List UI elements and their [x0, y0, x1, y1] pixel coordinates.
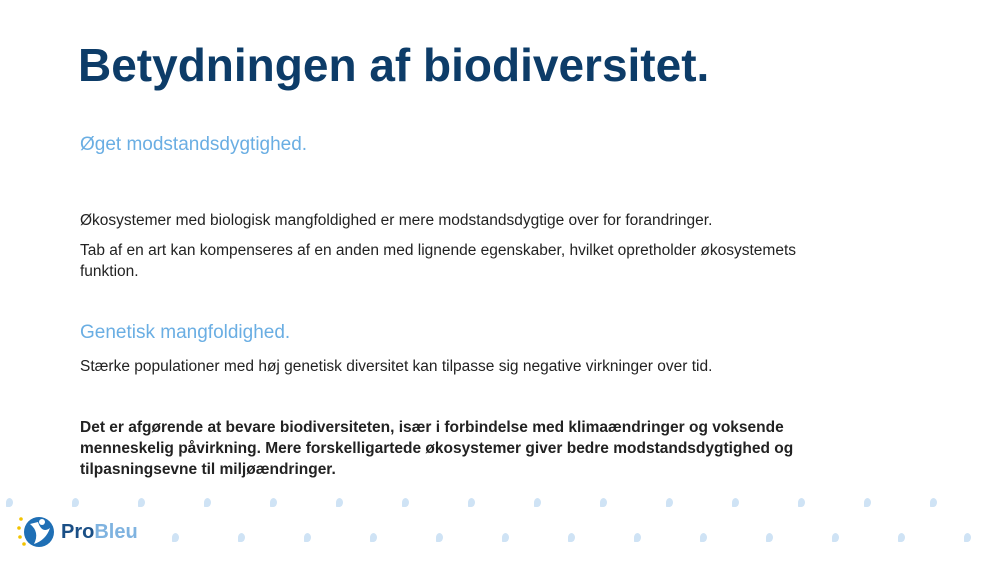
- dot: [798, 498, 805, 507]
- dot: [72, 498, 79, 507]
- dot: [568, 533, 575, 542]
- dot: [138, 498, 145, 507]
- logo-text-pro: Pro: [61, 520, 95, 543]
- dot: [502, 533, 509, 542]
- dot: [700, 533, 707, 542]
- dot: [964, 533, 971, 542]
- dot: [304, 533, 311, 542]
- paragraph: Tab af en art kan kompenseres af en anden med lignende egenskaber, hvilket opretholder økosystemets funktion.: [80, 242, 797, 280]
- paragraph: Økosystemer med biologisk mangfoldighed er mere modstandsdygtige over for forandringer.: [80, 212, 713, 229]
- paragraph: Stærke populationer med høj genetisk diversitet kan tilpasse sig negative virkninger over tid.: [80, 358, 713, 375]
- slide-title: Betydningen af biodiversitet.: [78, 39, 710, 91]
- dot: [468, 498, 475, 507]
- dot: [864, 498, 871, 507]
- dot: [336, 498, 343, 507]
- dot: [238, 533, 245, 542]
- dot: [732, 498, 739, 507]
- dot: [766, 533, 773, 542]
- conclusion-paragraph: Det er afgørende at bevare biodiversiteten, især i forbindelse med klimaændringer og voksende menneskelig påvirkning. Mere forskelligartede økosystemer giver bedre modstandsdygtighed og tilpasningsevne til miljøændringer.: [80, 419, 794, 478]
- dot: [930, 498, 937, 507]
- dot: [172, 533, 179, 542]
- dot: [204, 498, 211, 507]
- dot: [370, 533, 377, 542]
- dot: [270, 498, 277, 507]
- dot: [898, 533, 905, 542]
- dot: [6, 498, 13, 507]
- logo-text-bleu: Bleu: [94, 520, 138, 543]
- dot: [534, 498, 541, 507]
- probleu-logo: [16, 514, 138, 550]
- dot: [634, 533, 641, 542]
- heading-resilience: Øget modstandsdygtighed.: [80, 134, 308, 155]
- dot: [436, 533, 443, 542]
- dot: [402, 498, 409, 507]
- dot: [666, 498, 673, 507]
- dot: [600, 498, 607, 507]
- heading-genetic-diversity: Genetisk mangfoldighed.: [80, 322, 291, 343]
- probleu-logo-icon: [16, 514, 56, 550]
- dot: [832, 533, 839, 542]
